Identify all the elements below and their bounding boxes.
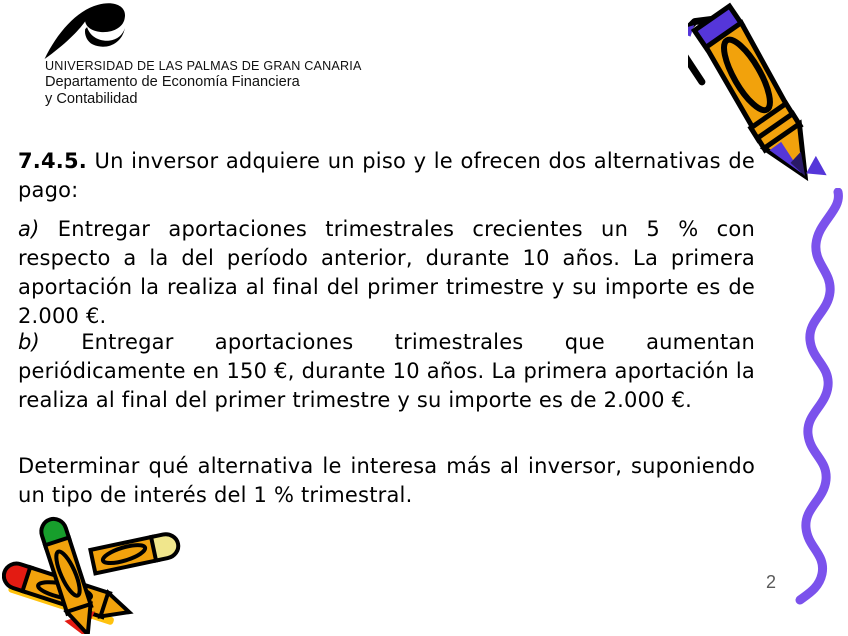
problem-intro: Un inversor adquiere un piso y le ofrecen dos alternativas de pago:	[18, 149, 755, 202]
page-number: 2	[766, 572, 777, 592]
problem-heading	[18, 147, 755, 205]
option-b-text: Entregar aportaciones trimestrales que aumentan periódicamente en 150 €, durante 10 años. La primera aportación la realiza al final del primer trimestre y su importe es de 2.000 €.	[18, 330, 755, 412]
university-name: UNIVERSIDAD DE LAS PALMAS DE GRAN CANARIA	[45, 59, 362, 73]
option-a-paragraph	[18, 215, 755, 331]
squiggle-line-icon	[788, 188, 844, 608]
question-paragraph: Determinar qué alternativa le interesa más al inversor, suponiendo un tipo de interés del 1 % trimestral.	[18, 454, 755, 507]
crayons-clipart-icon	[2, 502, 187, 634]
ulpgc-logo-icon	[40, 2, 140, 60]
option-a-text: Entregar aportaciones trimestrales crecientes un 5 % con respecto a la del período anterior, durante 10 años. La primera aportación la realiza al final del primer trimestre y su importe es de 2.000 €.	[18, 217, 755, 328]
option-b-paragraph	[18, 328, 755, 415]
problem-number: 7.4.5.	[18, 149, 87, 173]
option-b-label: b)	[18, 330, 40, 354]
department-name-line2: y Contabilidad	[45, 91, 138, 107]
pencil-clipart-icon	[688, 2, 828, 202]
option-a-label: a)	[18, 217, 40, 241]
department-name-line1: Departamento de Economía Financiera	[45, 74, 300, 90]
crayon-cream-tip	[151, 532, 180, 561]
